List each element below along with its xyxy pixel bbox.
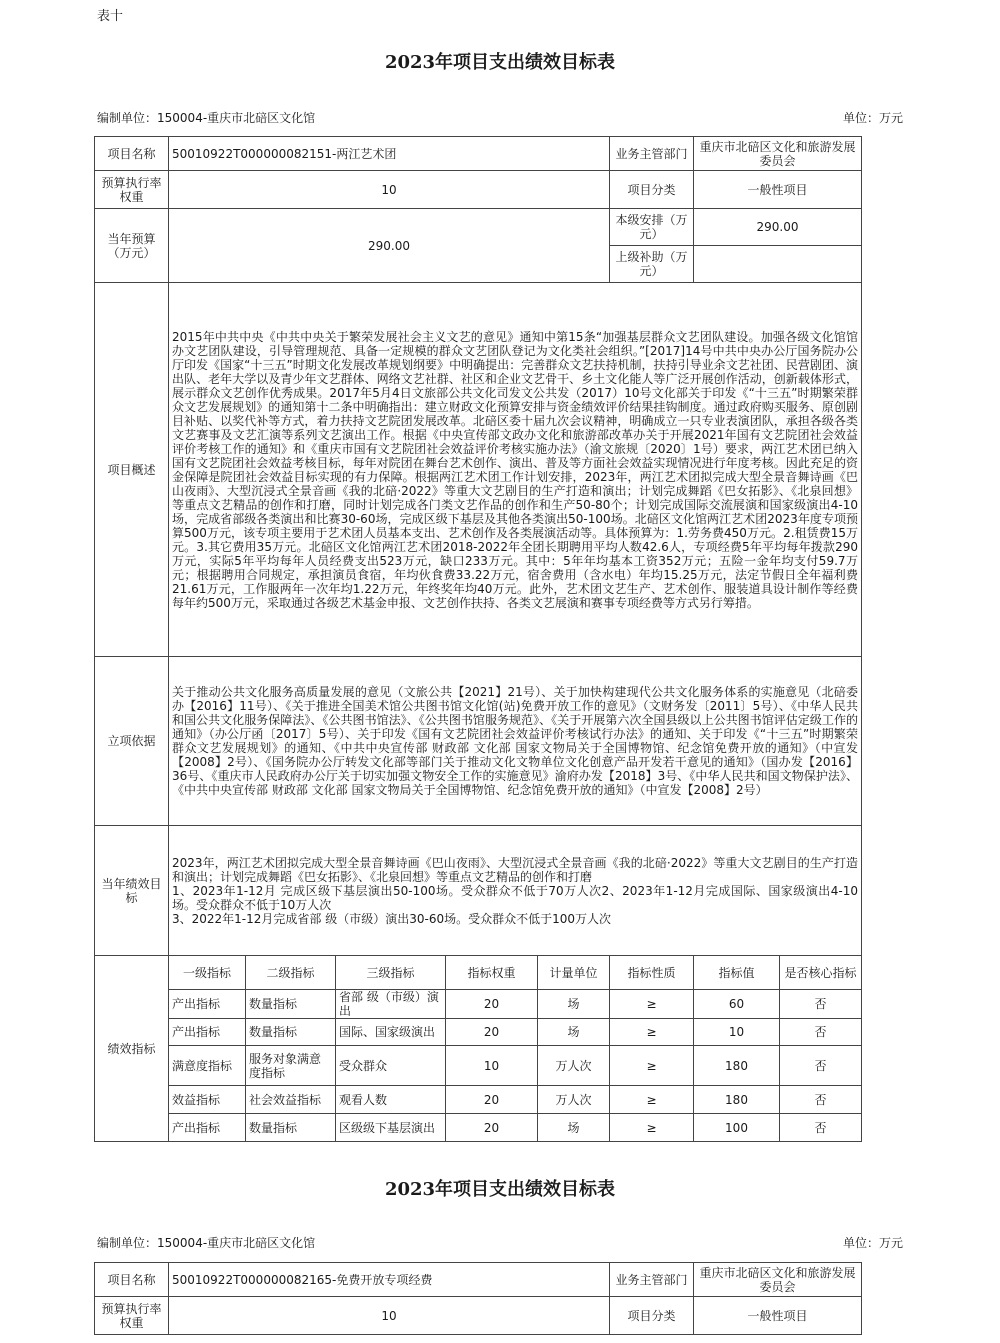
basis-text: 关于推动公共文化服务高质量发展的意见（文旅公共【2021】21号）、关于加快构建现代公共文化服务体系的实施意见（北碚委办【2016】11号）、《关于推进全国美术馆公共图书馆文化馆(站)免费开放工作的意见》（文财务发〔2011〕5号）、《中华人民共和国公共文化服务保障法》、《公共图书馆法》、《公共图书馆服务规范》、《关于开展第六次全国县级以上公共图书馆评估定级工作的通知》（办公厅函〔2017〕5号）、关于印发《国有文艺院团社会效益评价考核试行办法》的通知、关于印发《“十三五”时期繁荣群众文艺发展规划》的通知、《中共中央宣传部 财政部 文化部 国家文物局关于全国博物馆、纪念馆免费开放的通知》（中宣发【2008】2号）、《国务院办公厅转发文化部等部门关于推动文化文物单位文化创意产品开发若干意见的通知》（国办发【2016】36号、《重庆市人民政府办公厅关于切实加强文物安全工作的实施意见》渝府办发【2018】3号、《中华人民共和国文物保护法》、《中共中央宣传部 财政部 文化部 国家文物局关于全国博物馆、纪念馆免费开放的通知》（中宣发【2008】2号）	[169, 657, 862, 826]
dept-value: 重庆市北碚区文化和旅游发展委员会	[694, 1263, 862, 1297]
goal-line: 3、2022年1-12月完成省部 级（市级）演出30-60场。受众群众不低于100万人次	[172, 911, 611, 926]
local-value: 290.00	[694, 209, 862, 246]
prepared-label: 编制单位：	[97, 111, 158, 125]
indicator-cell: 场	[538, 1019, 610, 1046]
goal-line: 2023年，两江艺术团拟完成大型全景音舞诗画《巴山夜雨》、大型沉浸式全景音画《我的北碚·2022》等重大文艺剧目的生产打造和演出；计划完成舞蹈《巴女拓影》、《北泉回想》等重点文艺精品的创作和打磨	[172, 855, 858, 884]
indicator-cell: 产出指标	[169, 1114, 246, 1142]
indicator-cell: 数量指标	[246, 990, 336, 1019]
indicator-cell: 否	[780, 1114, 862, 1142]
weight-label: 预算执行率权重	[95, 1297, 169, 1335]
dept-value: 重庆市北碚区文化和旅游发展委员会	[694, 137, 862, 171]
indicator-cell: 180	[694, 1086, 780, 1114]
indicator-cell: ≥	[610, 1086, 694, 1114]
project-name-label: 项目名称	[95, 137, 169, 171]
performance-table	[94, 136, 862, 1142]
indicator-cell: ≥	[610, 1046, 694, 1086]
indicator-cell: 180	[694, 1046, 780, 1086]
project-name-value: 50010922T000000082165-免费开放专项经费	[169, 1263, 610, 1297]
overview-text: 2015年中共中央《中共中央关于繁荣发展社会主义文艺的意见》通知中第15条“加强基层群众文艺团队建设。加强各级文化馆馆办文艺团队建设，引导管理规范、具备一定规模的群众文艺团队登记为文化类社会组织。”[2017]14号中共中央办公厅国务院办公厅印发《国家“十三五”时期文化发展改革规划纲要》中明确提出：完善群众文艺扶持机制，扶持引导业余文艺社团、民营剧团、演出队、老年大学以及青少年文艺群体、网络文艺社群、社区和企业文艺骨干、乡土文化能人等广泛开展创作活动，创新载体形式，展示群众文艺创作优秀成果。2017年5月4日文旅部公共文化司发文公共发（2017）10号文化部关于印发《“十三五”时期繁荣群众文艺发展规划》的通知第十二条中明确指出：建立财政文化预算安排与资金绩效评价结果挂钩制度。通过政府购买服务、原创剧目补贴、以奖代补等方式，着力扶持文艺院团发展改革。北碚区委十届九次会议精神，明确成立一只专业表演团队，承担各级各类文艺赛事及文艺汇演等系列文艺演出工作。根据《中央宣传部文政办文化和旅游部改革办关于开展2021年国有文艺院团社会效益评价考核工作的通知》和《重庆市国有文艺院团社会效益评价考核实施办法》（渝文旅规〔2020〕1号）要求，两江艺术团已纳入国有文艺院团社会效益考核目标，每年对院团在舞台艺术创作、演出、普及等方面社会效益实现情况进行年度考核。因此充足的资金保障是院团社会效益目标实现的有力保障。根据两江艺术团工作计划安排，2023年，两江艺术团拟完成大型全景音舞诗画《巴山夜雨》、大型沉浸式全景音画《我的北碚·2022》等重大文艺剧目的生产打造和演出；计划完成舞蹈《巴女拓影》、《北泉回想》等重点文艺精品的创作和打磨，同时计划完成各门类文艺作品的创作和生产50-80个；计划完成国际交流展演和国家级演出4-10场，完成省部级各类演出和比赛30-60场，完成区级下基层及其他各类演出50-100场。北碚区文化馆两江艺术团2023年度专项预算500万元，该专项主要用于艺术团人员基本支出、艺术创作及各类展演活动等。具体预算为：1.劳务费450万元。2.租赁费15万元。3.其它费用35万元。北碚区文化馆两江艺术团2018-2022年全团长期聘用平均人数42.6人，专项经费5年平均每年拨款290万元，实际5年平均每年人员经费支出523万元，缺口233万元。其中：5年年均基本工资352万元；五险一金年均支付59.7万元；根据聘用合同规定，承担演员食宿，年均伙食费33.22万元，宿舍费用（含水电）年均15.25万元，法定节假日全年福利费21.61万元，工作服两年一次年均1.22万元，年终奖年均40万元。此外，艺术团文艺生产、艺术创作、服装道具设计制作等经费每年约500万元，采取通过各级艺术基金申报、文艺创作扶持、各类文艺展演和赛事专项经费等方式另行筹措。	[169, 283, 862, 657]
indicator-cell: 100	[694, 1114, 780, 1142]
superior-value	[694, 246, 862, 283]
indicator-cell: 数量指标	[246, 1114, 336, 1142]
indicator-header: 指标权重	[446, 956, 538, 990]
dept-label: 业务主管部门	[610, 1263, 694, 1297]
indicator-row	[95, 1086, 862, 1114]
weight-label: 预算执行率权重	[95, 171, 169, 209]
indicator-cell: ≥	[610, 1114, 694, 1142]
indicator-cell: 60	[694, 990, 780, 1019]
indicator-cell: 产出指标	[169, 1019, 246, 1046]
indicator-cell: 万人次	[538, 1086, 610, 1114]
indicator-header: 三级指标	[336, 956, 446, 990]
indicator-cell: 场	[538, 1114, 610, 1142]
indicator-header-row	[95, 956, 862, 990]
dept-label: 业务主管部门	[610, 137, 694, 171]
indicator-cell: 20	[446, 1114, 538, 1142]
indicator-cell: 否	[780, 1086, 862, 1114]
performance-table-2	[94, 1262, 862, 1335]
indicator-cell: ≥	[610, 1019, 694, 1046]
category-value: 一般性项目	[694, 171, 862, 209]
unit-label: 单位：万元	[842, 1236, 903, 1250]
indicator-cell: 受众群众	[336, 1046, 446, 1086]
indicator-cell: 否	[780, 1046, 862, 1086]
indicator-cell: 服务对象满意度指标	[246, 1046, 336, 1086]
indicator-header: 指标性质	[610, 956, 694, 990]
weight-value: 10	[169, 1297, 610, 1335]
indicator-cell: 20	[446, 1019, 538, 1046]
indicator-cell: 产出指标	[169, 990, 246, 1019]
indicator-cell: 10	[446, 1046, 538, 1086]
indicator-row	[95, 1019, 862, 1046]
indicator-row	[95, 990, 862, 1019]
indicator-header: 计量单位	[538, 956, 610, 990]
indicator-row	[95, 1046, 862, 1086]
basis-label: 立项依据	[95, 657, 169, 826]
indicator-header: 二级指标	[246, 956, 336, 990]
indicator-cell: ≥	[610, 990, 694, 1019]
indicator-cell: 否	[780, 990, 862, 1019]
goal-text	[169, 826, 862, 956]
indicator-cell: 否	[780, 1019, 862, 1046]
indicator-cell: 10	[694, 1019, 780, 1046]
indicator-cell: 万人次	[538, 1046, 610, 1086]
indicators-label: 绩效指标	[95, 956, 169, 1142]
category-label: 项目分类	[610, 1297, 694, 1335]
indicator-cell: 满意度指标	[169, 1046, 246, 1086]
indicator-cell: 20	[446, 990, 538, 1019]
org-name: 150004-重庆市北碚区文化馆	[157, 1236, 316, 1250]
superior-label: 上级补助（万元）	[610, 246, 694, 283]
unit-label: 单位：万元	[842, 111, 903, 125]
budget-label: 当年预算（万元）	[95, 209, 169, 283]
indicator-cell: 20	[446, 1086, 538, 1114]
category-label: 项目分类	[610, 171, 694, 209]
page-title: 2023年项目支出绩效目标表	[384, 52, 616, 73]
prepared-line-2	[97, 1234, 903, 1251]
indicator-cell: 观看人数	[336, 1086, 446, 1114]
budget-value: 290.00	[169, 209, 610, 283]
goal-line: 1、2023年1-12月 完成区级下基层演出50-100场。受众群众不低于70万人次2、2023年1-12月完成国际、国家级演出4-10场。受众群众不低于10万人次	[172, 883, 858, 912]
indicator-cell: 场	[538, 990, 610, 1019]
indicator-cell: 社会效益指标	[246, 1086, 336, 1114]
indicator-cell: 效益指标	[169, 1086, 246, 1114]
weight-value: 10	[169, 171, 610, 209]
indicator-row	[95, 1114, 862, 1142]
project-name-value: 50010922T000000082151-两江艺术团	[169, 137, 610, 171]
goal-label: 当年绩效目标	[95, 826, 169, 956]
indicator-header: 是否核心指标	[780, 956, 862, 990]
local-label: 本级安排（万元）	[610, 209, 694, 246]
page-title-2: 2023年项目支出绩效目标表	[384, 1179, 616, 1200]
corner-label: 表十	[97, 9, 124, 24]
indicator-cell: 省部 级（市级）演出	[336, 990, 446, 1019]
indicator-header: 指标值	[694, 956, 780, 990]
project-name-label: 项目名称	[95, 1263, 169, 1297]
indicator-cell: 国际、国家级演出	[336, 1019, 446, 1046]
org-name: 150004-重庆市北碚区文化馆	[157, 111, 316, 125]
overview-label: 项目概述	[95, 283, 169, 657]
category-value: 一般性项目	[694, 1297, 862, 1335]
prepared-label: 编制单位：	[97, 1236, 158, 1250]
indicator-header: 一级指标	[169, 956, 246, 990]
indicator-cell: 数量指标	[246, 1019, 336, 1046]
prepared-line	[97, 109, 903, 126]
indicator-cell: 区级级下基层演出	[336, 1114, 446, 1142]
